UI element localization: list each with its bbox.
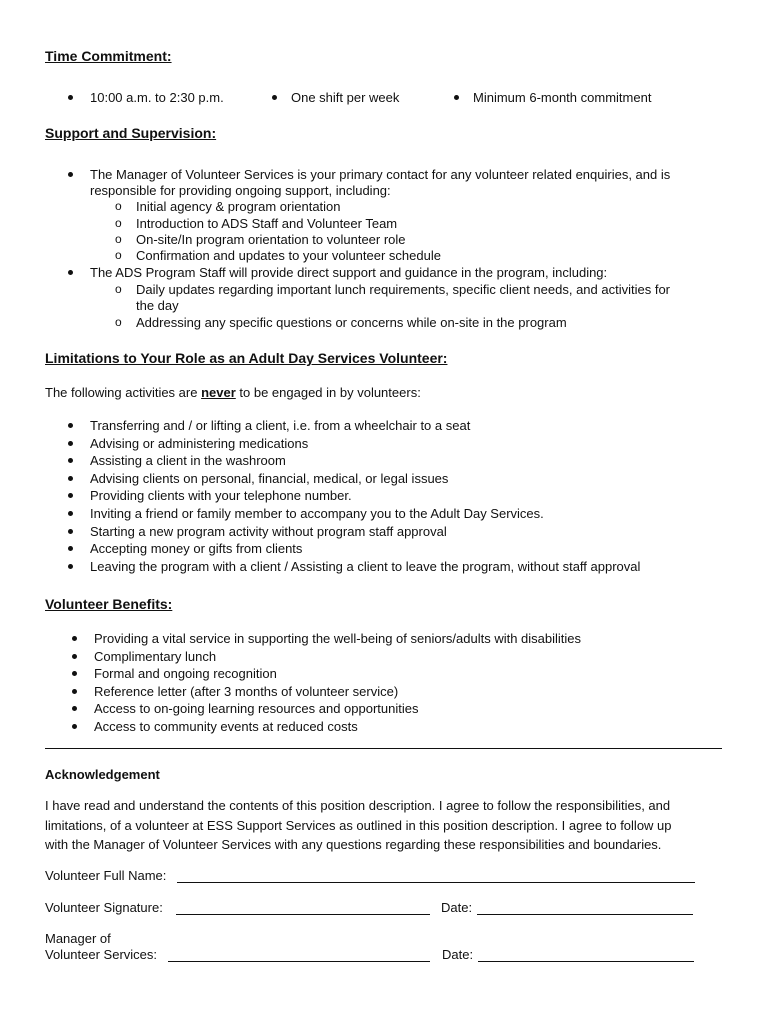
intro-text-after: to be engaged in by volunteers: (235, 385, 421, 400)
list-item: Access to on-going learning resources and opportunities (49, 700, 581, 718)
list-item: Leaving the program with a client / Assisting a client to leave the program, without staff approval (45, 558, 640, 576)
time-item: Minimum 6-month commitment (473, 90, 652, 105)
support-bullet-2: The ADS Program Staff will provide direct support and guidance in the program, including: (90, 265, 608, 280)
bullet-dot (454, 95, 459, 100)
list-item: Complimentary lunch (49, 648, 581, 666)
list-item: Providing clients with your telephone number. (45, 487, 640, 505)
support-sub-item: Initial agency & program orientation (136, 199, 341, 214)
intro-emphasis: never (201, 385, 236, 400)
sub-bullet-marker: o (115, 216, 122, 230)
manager-date-label: Date: (442, 947, 474, 962)
list-item: Reference letter (after 3 months of volunteer service) (49, 683, 581, 701)
sub-bullet-marker: o (115, 315, 122, 329)
limitations-heading: Limitations to Your Role as an Adult Day Services Volunteer: (45, 350, 448, 366)
list-item: Transferring and / or lifting a client, i.e. from a wheelchair to a seat (45, 417, 640, 435)
intro-text: The following activities are (45, 385, 202, 400)
full-name-field[interactable] (177, 882, 695, 883)
list-item: Providing a vital service in supporting the well-being of seniors/adults with disabilities (49, 630, 581, 648)
support-sub-item: On-site/In program orientation to volunteer role (136, 232, 406, 247)
support-bullet-1-line-1: The Manager of Volunteer Services is your primary contact for any volunteer related enquiries, and is (90, 167, 671, 182)
support-sub-item-line-1: Daily updates regarding important lunch requirements, specific client needs, and activities for (136, 282, 670, 297)
support-sub-item-line-2: the day (136, 298, 179, 313)
acknowledgement-line-2: limitations, of a volunteer at ESS Support Services as outlined in this position description. I agree to follow up (45, 818, 672, 833)
manager-label-line-2: Volunteer Services: (45, 947, 158, 962)
list-item: Starting a new program activity without program staff approval (45, 523, 640, 541)
sub-bullet-marker: o (115, 282, 122, 296)
bullet-dot (68, 270, 73, 275)
acknowledgement-line-3: with the Manager of Volunteer Services with any questions regarding these responsibilities and boundaries. (45, 837, 662, 852)
section-divider (45, 748, 722, 749)
support-sub-item: Confirmation and updates to your volunteer schedule (136, 248, 441, 263)
time-item: One shift per week (291, 90, 400, 105)
list-item: Advising or administering medications (45, 435, 640, 453)
sub-bullet-marker: o (115, 199, 122, 213)
list-item: Access to community events at reduced costs (49, 718, 581, 736)
acknowledgement-line-1: I have read and understand the contents of this position description. I agree to follow the responsibilities, and (45, 798, 671, 813)
sub-bullet-marker: o (115, 232, 122, 246)
limitations-list (45, 417, 640, 575)
manager-signature-field[interactable] (168, 961, 430, 962)
support-sub-item: Introduction to ADS Staff and Volunteer Team (136, 216, 398, 231)
bullet-dot (68, 172, 73, 177)
support-heading: Support and Supervision: (45, 125, 217, 141)
signature-label: Volunteer Signature: (45, 900, 163, 915)
support-bullet-1-line-2: responsible for providing ongoing support, including: (90, 183, 391, 198)
list-item: Assisting a client in the washroom (45, 452, 640, 470)
benefits-list (49, 630, 581, 736)
date-field[interactable] (477, 914, 693, 915)
bullet-dot (272, 95, 277, 100)
list-item: Formal and ongoing recognition (49, 665, 581, 683)
limitations-intro (45, 384, 421, 401)
list-item: Inviting a friend or family member to accompany you to the Adult Day Services. (45, 505, 640, 523)
sub-bullet-marker: o (115, 248, 122, 262)
bullet-dot (68, 95, 73, 100)
support-sub-item: Addressing any specific questions or concerns while on-site in the program (136, 315, 567, 330)
time-commitment-heading: Time Commitment: (45, 48, 172, 64)
manager-date-field[interactable] (478, 961, 694, 962)
list-item: Accepting money or gifts from clients (45, 540, 640, 558)
manager-label-line-1: Manager of (45, 931, 111, 946)
benefits-heading: Volunteer Benefits: (45, 596, 173, 612)
acknowledgement-heading: Acknowledgement (45, 767, 160, 782)
date-label: Date: (441, 900, 473, 915)
signature-field[interactable] (176, 914, 430, 915)
list-item: Advising clients on personal, financial, medical, or legal issues (45, 470, 640, 488)
time-item: 10:00 a.m. to 2:30 p.m. (90, 90, 224, 105)
full-name-label: Volunteer Full Name: (45, 868, 167, 883)
